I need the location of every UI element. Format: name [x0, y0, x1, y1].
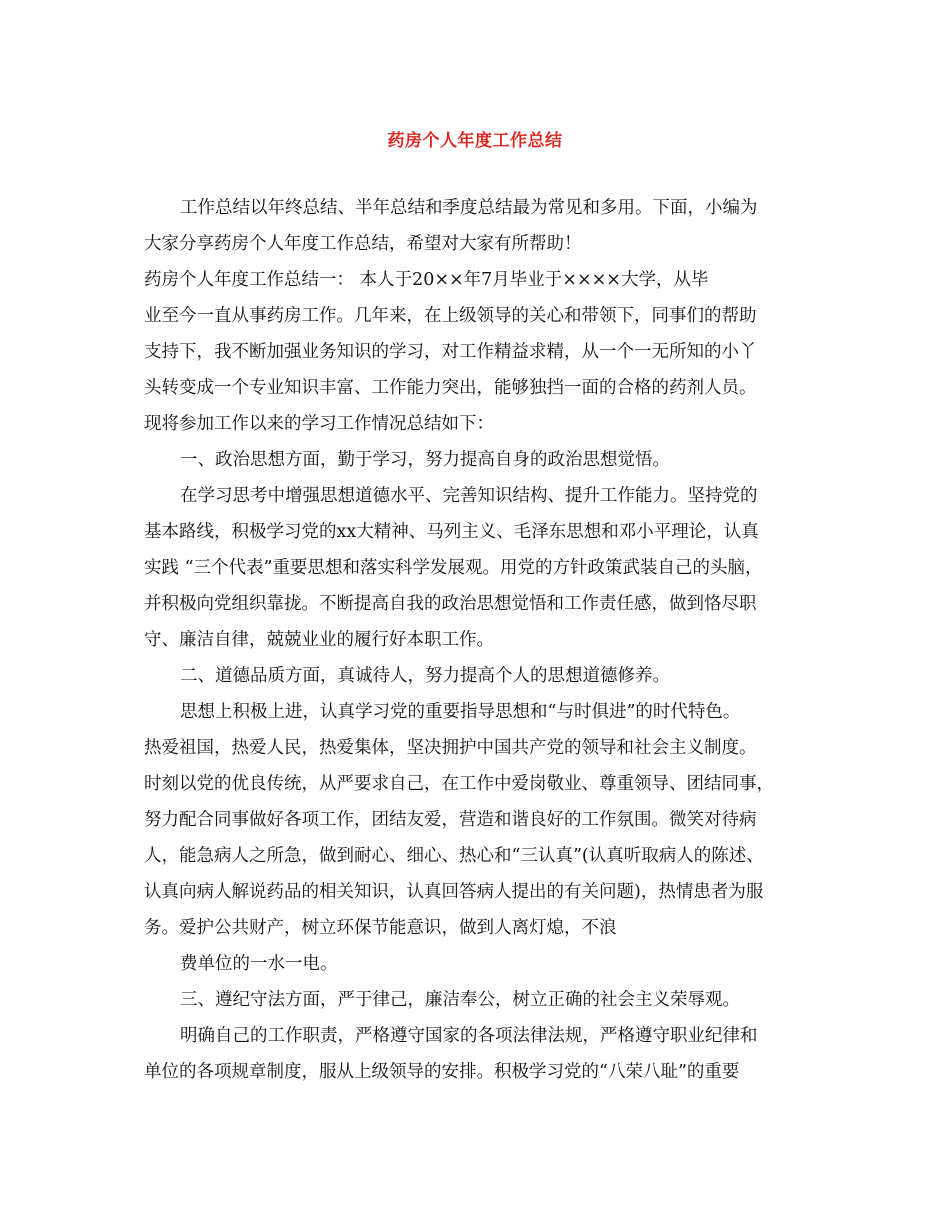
paragraph-line: 守、廉洁自律，兢兢业业的履行好本职工作。 — [144, 630, 494, 650]
section-heading-line: 三、遵纪守法方面，严于律己，廉洁奉公，树立正确的社会主义荣辱观。 — [180, 990, 740, 1010]
paragraph-line: 支持下，我不断加强业务知识的学习，对工作精益求精，从一个一无所知的小丫 — [144, 342, 757, 362]
paragraph-line: 基本路线，积极学习党的xx大精神、马列主义、毛泽东思想和邓小平理论，认真 — [144, 522, 759, 542]
paragraph-line: 思想上积极上进，认真学习党的重要指导思想和“与时俱进”的时代特色。 — [180, 702, 741, 722]
paragraph-line: 工作总结以年终总结、半年总结和季度总结最为常见和多用。下面，小编为 — [180, 198, 758, 218]
section-heading-line: 二、道德品质方面，真诚待人，努力提高个人的思想道德修养。 — [180, 666, 670, 686]
paragraph-line: 现将参加工作以来的学习工作情况总结如下： — [144, 414, 494, 434]
paragraph-line: 务。爱护公共财产，树立环保节能意识，做到人离灯熄，不浪 — [144, 918, 617, 938]
document-title: 药房个人年度工作总结 — [387, 131, 563, 151]
paragraph-line: 热爱祖国，热爱人民，热爱集体，坚决拥护中国共产党的领导和社会主义制度。 — [144, 738, 757, 758]
paragraph-line: 药房个人年度工作总结一： 本人于20××年7月毕业于××××大学，从毕 — [144, 270, 709, 290]
section-heading-line: 一、政治思想方面，勤于学习，努力提高自身的政治思想觉悟。 — [180, 450, 670, 470]
paragraph-line: 努力配合同事做好各项工作，团结友爱，营造和谐良好的工作氛围。微笑对待病 — [144, 810, 757, 830]
paragraph-line: 大家分享药房个人年度工作总结，希望对大家有所帮助！ — [144, 234, 582, 254]
paragraph-line: 时刻以党的优良传统，从严要求自己，在工作中爱岗敬业、尊重领导、团结同事， — [144, 774, 774, 794]
paragraph-line: 费单位的一水一电。 — [180, 954, 338, 974]
paragraph-line: 人，能急病人之所急，做到耐心、细心、热心和“三认真”(认真听取病人的陈述、 — [144, 846, 764, 866]
paragraph-line: 单位的各项规章制度，服从上级领导的安排。积极学习党的“八荣八耻”的重要 — [144, 1062, 740, 1082]
paragraph-line: 业至今一直从事药房工作。几年来，在上级领导的关心和带领下，同事们的帮助 — [144, 306, 757, 326]
paragraph-line: 并积极向党组织靠拢。不断提高自我的政治思想觉悟和工作责任感，做到恪尽职 — [144, 594, 757, 614]
paragraph-line: 实践 “三个代表”重要思想和落实科学发展观。用党的方针政策武装自己的头脑， — [144, 558, 763, 578]
paragraph-line: 明确自己的工作职责，严格遵守国家的各项法律法规，严格遵守职业纪律和 — [180, 1026, 758, 1046]
paragraph-line: 在学习思考中增强思想道德水平、完善知识结构、提升工作能力。坚持党的 — [180, 486, 758, 506]
paragraph-line: 认真向病人解说药品的相关知识，认真回答病人提出的有关问题)，热情患者为服 — [144, 882, 764, 902]
paragraph-line: 头转变成一个专业知识丰富、工作能力突出，能够独挡一面的合格的药剂人员。 — [144, 378, 757, 398]
